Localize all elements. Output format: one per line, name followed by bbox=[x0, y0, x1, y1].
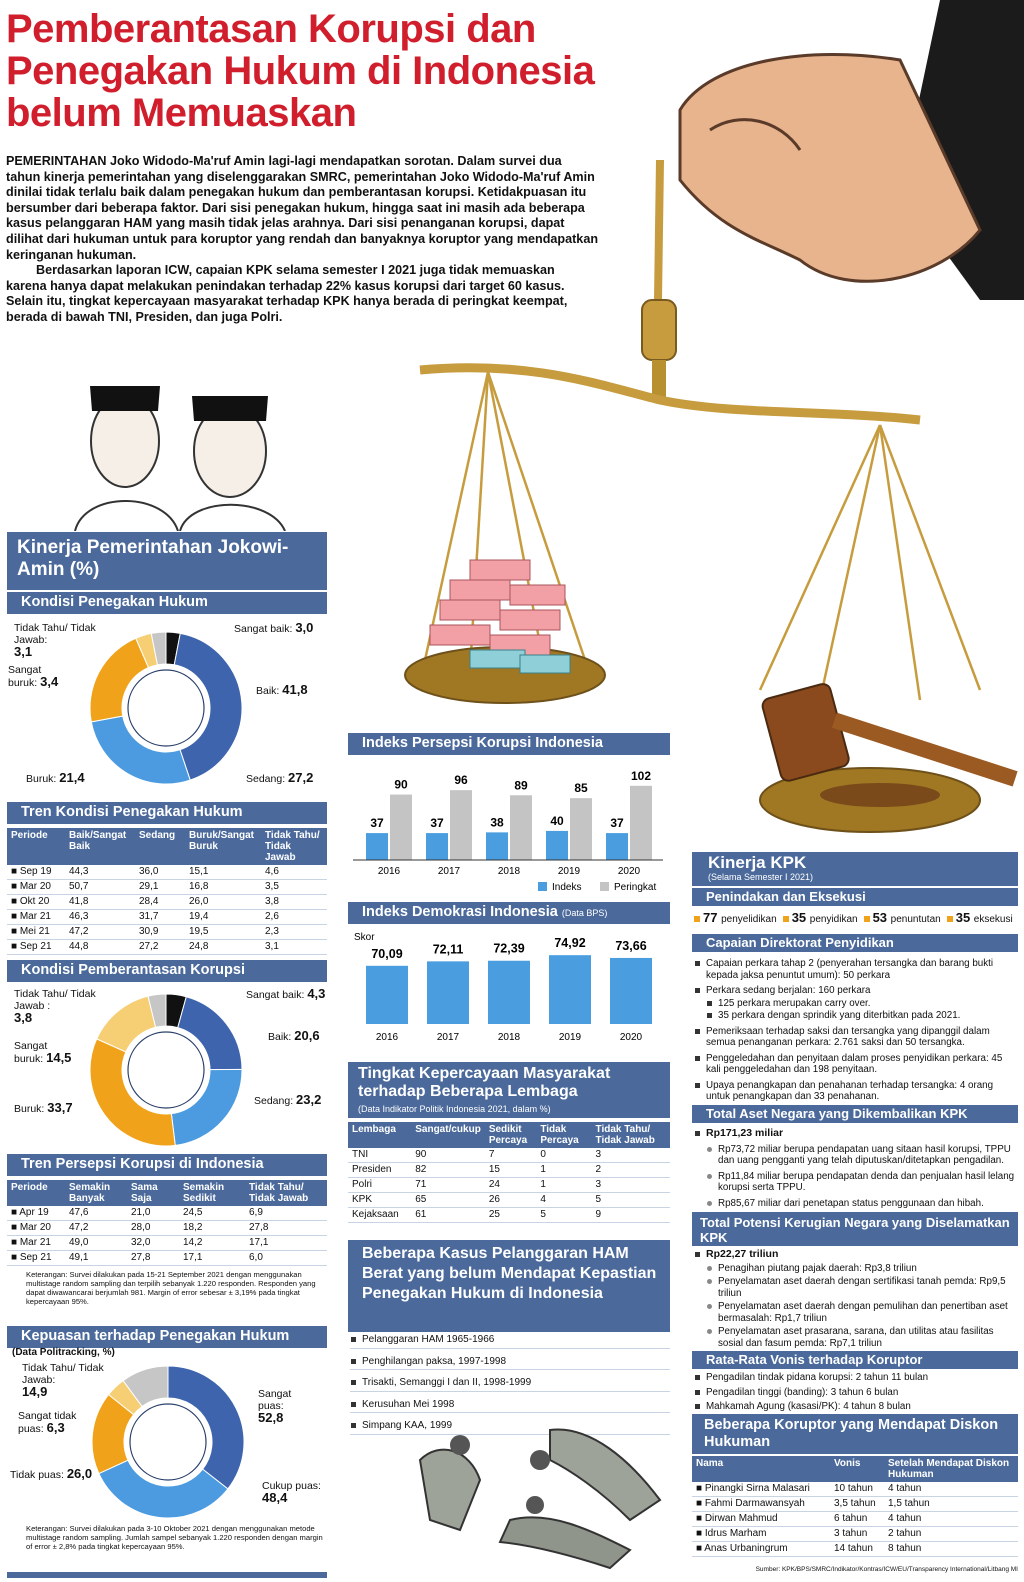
section-tren-korupsi: Tren Persepsi Korupsi di Indonesia bbox=[7, 1154, 327, 1176]
table-cell: 31,7 bbox=[135, 910, 185, 925]
table-cell: 24,8 bbox=[185, 940, 261, 955]
penindakan-label: eksekusi bbox=[973, 914, 1013, 925]
ipk-bar-indeks bbox=[366, 833, 388, 860]
table-header-cell: Sedang bbox=[135, 828, 185, 865]
intro-paragraph-1: PEMERINTAHAN Joko Widodo-Ma'ruf Amin lagi-lagi mendapatkan sorotan. Dalam survei dua tahun kinerja pemerintahan yang diselenggarakan SMRC, pemerintahan Joko Widodo-Ma'ruf Amin dinilai tidak terlalu baik dalam penegakan hukum dan pemberantasan korupsi. Ketidakpuasan itu bersumber dari beberapa faktor. Dari sisi penegakan hukum, hingga saat ini masih ada beberapa kasus pelanggaran HAM yang masih tidak jelas arahnya. Dari sisi penanganan korupsi, dapat dilihat dari hukuman untuk para koruptor yang rendah dan banyaknya koruptor yang mendapatkan keringanan hukuman. bbox=[6, 154, 599, 262]
table-cell: Presiden bbox=[348, 1163, 411, 1178]
table-cell: 3,5 bbox=[261, 880, 327, 895]
potensi-total: Rp22,27 triliun bbox=[694, 1249, 1016, 1261]
capaian-item: Capaian perkara tahap 2 (penyerahan tersangka dan barang bukti kepada jaksa penuntut umum): 50 perkara bbox=[694, 958, 1016, 981]
label-sangat-buruk: Sangat buruk: 3,4 bbox=[8, 664, 59, 689]
table-cell: ■ Apr 19 bbox=[7, 1206, 65, 1221]
table-cell: 3,5 tahun bbox=[830, 1497, 884, 1512]
label-baik: Baik: 20,6 bbox=[268, 1028, 320, 1043]
vonis-item: Pengadilan tindak pidana korupsi: 2 tahun 11 bulan bbox=[694, 1372, 1016, 1384]
ipk-bar-indeks bbox=[546, 831, 568, 860]
potensi-item: Penyelamatan aset daerah dengan pemulihan dan penertiban aset bermasalah: Rp1,7 triliun bbox=[706, 1301, 1016, 1324]
idi-value-label: 73,66 bbox=[615, 938, 647, 953]
table-cell: 0 bbox=[536, 1148, 591, 1163]
table-cell: 8 tahun bbox=[884, 1542, 1018, 1557]
capaian-subitem: 125 perkara merupakan carry over. bbox=[706, 998, 1016, 1010]
table-cell: 28,0 bbox=[127, 1221, 179, 1236]
table-tren-korupsi bbox=[7, 1180, 327, 1266]
label-buruk: Buruk: 21,4 bbox=[26, 770, 85, 785]
table-header-cell: Semakin Banyak bbox=[65, 1180, 127, 1206]
donut-kepuasan bbox=[0, 1362, 330, 1522]
aset-item: Rp85,67 miliar dari penetapan status penggunaan dan hibah. bbox=[706, 1198, 1016, 1210]
table-cell: 36,0 bbox=[135, 865, 185, 880]
section-diskon: Beberapa Koruptor yang Mendapat Diskon Hukuman bbox=[692, 1414, 1018, 1454]
table-row bbox=[7, 1236, 327, 1251]
table-cell: 2 tahun bbox=[884, 1527, 1018, 1542]
table-cell: ■ Mei 21 bbox=[7, 925, 65, 940]
idi-source: (Data BPS) bbox=[561, 908, 608, 918]
kepuasan-subtitle: (Data Politracking, %) bbox=[12, 1347, 115, 1358]
ipk-year-label: 2017 bbox=[437, 866, 461, 877]
table-cell: 2,3 bbox=[261, 925, 327, 940]
table-header-cell: Sama Saja bbox=[127, 1180, 179, 1206]
table-cell: 5 bbox=[592, 1193, 670, 1208]
page-title: Pemberantasan Korupsi dan Penegakan Hukum di Indonesia belum Memuaskan bbox=[6, 7, 595, 135]
table-cell: 46,3 bbox=[65, 910, 135, 925]
table-cell: 61 bbox=[411, 1208, 485, 1223]
capaian-item: Penggeledahan dan penyitaan dalam proses penyidikan perkara: 45 kali penggeledahan dan 198 penyitaan. bbox=[694, 1053, 1016, 1076]
table-cell: 6 tahun bbox=[830, 1512, 884, 1527]
ipk-year-label: 2016 bbox=[377, 866, 401, 877]
ham-case-item: Trisakti, Semanggi I dan II, 1998-1999 bbox=[350, 1377, 670, 1392]
label-sangat-baik: Sangat baik: 4,3 bbox=[246, 986, 326, 1001]
capaian-item: Perkara sedang berjalan: 160 perkara bbox=[694, 985, 1016, 997]
table-cell: 3 tahun bbox=[830, 1527, 884, 1542]
table-row bbox=[692, 1497, 1018, 1512]
table-cell: 3,8 bbox=[261, 895, 327, 910]
table-row bbox=[692, 1527, 1018, 1542]
donut-slice-baik bbox=[174, 633, 242, 780]
table-cell: Polri bbox=[348, 1178, 411, 1193]
table-cell: 1 bbox=[536, 1163, 591, 1178]
table-cell: 9 bbox=[592, 1208, 670, 1223]
ipk-bar-indeks bbox=[486, 832, 508, 860]
ipk-value-label: 37 bbox=[430, 816, 444, 831]
penindakan-count: 77 bbox=[703, 910, 722, 925]
table-cell: 47,2 bbox=[65, 925, 135, 940]
idi-year-label: 2017 bbox=[436, 1032, 460, 1043]
table-cell: ■ Mar 20 bbox=[7, 880, 65, 895]
donut-slice-baik bbox=[178, 997, 242, 1070]
penindakan-item bbox=[783, 910, 858, 925]
section-ipk: Indeks Persepsi Korupsi Indonesia bbox=[348, 733, 670, 755]
donut-penegakan bbox=[0, 616, 330, 800]
table-cell: 28,4 bbox=[135, 895, 185, 910]
label-sangat-buruk: Sangat buruk: 14,5 bbox=[14, 1040, 72, 1065]
table-cell: 27,2 bbox=[135, 940, 185, 955]
table-row bbox=[692, 1512, 1018, 1527]
table-cell: ■ Sep 21 bbox=[7, 1251, 65, 1266]
ipk-value-label: 38 bbox=[490, 815, 504, 830]
ham-case-item: Pelanggaran HAM 1965-1966 bbox=[350, 1334, 670, 1349]
table-kepercayaan bbox=[348, 1122, 670, 1223]
table-header-cell: Tidak Tahu/ Tidak Jawab bbox=[245, 1180, 327, 1206]
idi-value-label: 72,11 bbox=[432, 942, 464, 957]
note-survei-politracking: Keterangan: Survei dilakukan pada 3-10 Oktober 2021 dengan menggunakan metode multistage random sampling. Jumlah sampel sebanyak 1.220 responden dengan margin of error ± 2,8% pada tingkat kepercayaan 95%. bbox=[26, 1524, 323, 1551]
table-cell: 10 tahun bbox=[830, 1482, 884, 1497]
donut-slice-buruk bbox=[90, 1039, 175, 1146]
table-cell: 50,7 bbox=[65, 880, 135, 895]
ipk-bar-indeks bbox=[606, 833, 628, 860]
table-cell: 6,9 bbox=[245, 1206, 327, 1221]
legend-peringkat-swatch bbox=[600, 882, 609, 891]
section-kepercayaan bbox=[348, 1062, 670, 1118]
table-cell: 29,1 bbox=[135, 880, 185, 895]
table-cell: 17,1 bbox=[179, 1251, 245, 1266]
label-sedang: Sedang: 27,2 bbox=[246, 770, 314, 785]
ipk-value-label: 96 bbox=[454, 773, 468, 788]
table-row bbox=[7, 880, 327, 895]
idi-year-label: 2019 bbox=[558, 1032, 582, 1043]
aset-total: Rp171,23 miliar bbox=[694, 1128, 1016, 1140]
penindakan-label: penyidikan bbox=[809, 914, 858, 925]
table-cell: ■ Dirwan Mahmud bbox=[692, 1512, 830, 1527]
list-potensi bbox=[694, 1249, 1016, 1351]
aset-item: Rp11,84 miliar berupa pendapatan denda dan penjualan hasil lelang korupsi serta TPPU. bbox=[706, 1171, 1016, 1194]
vonis-item: Pengadilan tinggi (banding): 3 tahun 6 bulan bbox=[694, 1387, 1016, 1399]
justice-scale-illustration bbox=[380, 0, 1024, 850]
idi-value-label: 74,92 bbox=[554, 936, 586, 951]
table-cell: 5 bbox=[536, 1208, 591, 1223]
table-cell: 26,0 bbox=[185, 895, 261, 910]
table-cell: 44,3 bbox=[65, 865, 135, 880]
label-sangat-puas: Sangat puas: 52,8 bbox=[258, 1388, 292, 1425]
label-buruk: Buruk: 33,7 bbox=[14, 1100, 73, 1115]
table-cell: 24 bbox=[485, 1178, 537, 1193]
section-penindakan: Penindakan dan Eksekusi bbox=[692, 888, 1018, 906]
legend-peringkat: Peringkat bbox=[614, 882, 657, 893]
table-cell: 2 bbox=[592, 1163, 670, 1178]
kepercayaan-title: Tingkat Kepercayaan Masyarakat terhadap Beberapa Lembaga bbox=[358, 1065, 611, 1100]
table-cell: Kejaksaan bbox=[348, 1208, 411, 1223]
table-cell: 26 bbox=[485, 1193, 537, 1208]
table-cell: ■ Fahmi Darmawansyah bbox=[692, 1497, 830, 1512]
table-row bbox=[692, 1542, 1018, 1557]
table-cell: 49,0 bbox=[65, 1236, 127, 1251]
section-aset: Total Aset Negara yang Dikembalikan KPK bbox=[692, 1105, 1018, 1123]
potensi-item: Penyelamatan aset daerah dengan sertifikasi tanah pemda: Rp9,5 triliun bbox=[706, 1276, 1016, 1299]
chart-idi bbox=[348, 926, 670, 1048]
penindakan-label: penuntutan bbox=[890, 914, 941, 925]
table-cell: 6,0 bbox=[245, 1251, 327, 1266]
table-row bbox=[692, 1482, 1018, 1497]
table-cell: 24,5 bbox=[179, 1206, 245, 1221]
table-row bbox=[7, 895, 327, 910]
table-cell: 4 bbox=[536, 1193, 591, 1208]
table-cell: 41,8 bbox=[65, 895, 135, 910]
table-tren-penegakan bbox=[7, 828, 327, 955]
table-row bbox=[7, 865, 327, 880]
legend-indeks: Indeks bbox=[552, 882, 582, 893]
penindakan-marker bbox=[947, 916, 953, 922]
table-cell: 49,1 bbox=[65, 1251, 127, 1266]
aset-item: Rp73,72 miliar berupa pendapatan uang sitaan hasil korupsi, TPPU dan uang pengganti yang telah diputuskan/ditetapkan pengadilan. bbox=[706, 1144, 1016, 1167]
potensi-item: Penagihan piutang pajak daerah: Rp3,8 triliun bbox=[706, 1263, 1016, 1275]
table-row bbox=[7, 925, 327, 940]
ipk-value-label: 89 bbox=[514, 778, 528, 793]
table-cell: 14,2 bbox=[179, 1236, 245, 1251]
section-kondisi-penegakan: Kondisi Penegakan Hukum bbox=[7, 592, 327, 614]
table-header-cell: Nama bbox=[692, 1456, 830, 1482]
table-cell: 4,6 bbox=[261, 865, 327, 880]
donut-slice-sangat-puas bbox=[168, 1366, 244, 1489]
donut-korupsi bbox=[0, 984, 330, 1150]
note-survei-smrc: Keterangan: Survei dilakukan pada 15-21 September 2021 dengan menggunakan multistage random sampling dan terpilih sebanyak 1.220 responden. Responden yang dapat diwawancarai berjumlah 981. Margin of error sebesar ± 3,19% pada tingkat kepercayaan 95%. bbox=[26, 1270, 316, 1306]
donut-slice-sedang bbox=[171, 1069, 242, 1145]
list-aset bbox=[694, 1128, 1016, 1213]
ipk-value-label: 85 bbox=[574, 781, 588, 796]
ipk-value-label: 90 bbox=[394, 777, 408, 792]
table-row bbox=[348, 1208, 670, 1223]
label-tidak-tahu: Tidak Tahu/ Tidak Jawab: 3,1 bbox=[14, 622, 96, 659]
table-header-cell: Sangat/cukup bbox=[411, 1122, 485, 1148]
idi-bar bbox=[610, 958, 652, 1024]
penindakan-count: 35 bbox=[791, 910, 810, 925]
table-cell: 30,9 bbox=[135, 925, 185, 940]
ham-case-item: Penghilangan paksa, 1997-1998 bbox=[350, 1356, 670, 1371]
table-cell: 21,0 bbox=[127, 1206, 179, 1221]
label-tidak-tahu: Tidak Tahu/ Tidak Jawab : 3,8 bbox=[14, 988, 96, 1025]
table-header-cell: Tidak Tahu/ Tidak Jawab bbox=[592, 1122, 670, 1148]
ipk-value-label: 40 bbox=[550, 813, 564, 828]
table-cell: 19,5 bbox=[185, 925, 261, 940]
ipk-value-label: 102 bbox=[630, 768, 652, 783]
table-cell: ■ Mar 20 bbox=[7, 1221, 65, 1236]
leaders-portrait-illustration bbox=[60, 356, 320, 531]
table-cell: 47,2 bbox=[65, 1221, 127, 1236]
penindakan-item bbox=[864, 910, 941, 925]
section-vonis: Rata-Rata Vonis terhadap Koruptor bbox=[692, 1351, 1018, 1369]
ipk-bar-indeks bbox=[426, 833, 448, 860]
table-header-row bbox=[7, 1180, 327, 1206]
section-kinerja-kpk bbox=[692, 852, 1018, 886]
idi-axis-label: Skor bbox=[354, 932, 375, 943]
ham-case-item: Kerusuhan Mei 1998 bbox=[350, 1399, 670, 1414]
table-header-cell: Buruk/Sangat Buruk bbox=[185, 828, 261, 865]
table-header-row bbox=[7, 828, 327, 865]
penindakan-count: 35 bbox=[955, 910, 974, 925]
penindakan-marker bbox=[783, 916, 789, 922]
table-row bbox=[7, 1221, 327, 1236]
capaian-item: Pemeriksaan terhadap saksi dan tersangka yang dipanggil dalam semua penanganan perkara: 2.761 saksi dan 50 tersangka. bbox=[694, 1026, 1016, 1049]
idi-bar bbox=[488, 961, 530, 1024]
table-header-cell: Sedikit Percaya bbox=[485, 1122, 537, 1148]
table-row bbox=[7, 910, 327, 925]
ipk-bar-peringkat bbox=[390, 795, 412, 860]
legend-indeks-swatch bbox=[538, 882, 547, 891]
intro-paragraph-2: Berdasarkan laporan ICW, capaian KPK selama semester I 2021 juga tidak memuaskan karena hanya dapat melakukan penindakan terhadap 22% kasus korupsi dari target 60 kasus. Selain itu, tingkat kepercayaan masyarakat terhadap KPK hanya berada di peringkat keempat, berada di bawah TNI, Presiden, dan juga Polri. bbox=[6, 263, 568, 324]
table-cell: ■ Pinangki Sirna Malasari bbox=[692, 1482, 830, 1497]
table-cell: ■ Anas Urbaningrum bbox=[692, 1542, 830, 1557]
table-diskon bbox=[692, 1456, 1018, 1557]
table-cell: 4 tahun bbox=[884, 1482, 1018, 1497]
section-kepuasan: Kepuasan terhadap Penegakan Hukum bbox=[7, 1326, 327, 1348]
idi-bar bbox=[427, 961, 469, 1024]
table-cell: 44,8 bbox=[65, 940, 135, 955]
table-header-cell: Tidak Percaya bbox=[536, 1122, 591, 1148]
idi-year-label: 2020 bbox=[619, 1032, 643, 1043]
ipk-bar-peringkat bbox=[510, 795, 532, 860]
list-vonis bbox=[694, 1372, 1016, 1416]
label-baik: Baik: 41,8 bbox=[256, 682, 308, 697]
label-sangat-tidak-puas: Sangat tidak puas: 6,3 bbox=[18, 1410, 77, 1435]
ipk-value-label: 37 bbox=[370, 816, 384, 831]
table-cell: 2,6 bbox=[261, 910, 327, 925]
footer-bar bbox=[7, 1572, 327, 1578]
table-cell: 82 bbox=[411, 1163, 485, 1178]
ipk-year-label: 2020 bbox=[617, 866, 641, 877]
penindakan-count: 53 bbox=[872, 910, 891, 925]
table-cell: 25 bbox=[485, 1208, 537, 1223]
section-tren-penegakan: Tren Kondisi Penegakan Hukum bbox=[7, 802, 327, 824]
table-cell: KPK bbox=[348, 1193, 411, 1208]
table-cell: 27,8 bbox=[245, 1221, 327, 1236]
ipk-value-label: 37 bbox=[610, 816, 624, 831]
ham-case-item: Simpang KAA, 1999 bbox=[350, 1420, 670, 1435]
potensi-item: Penyelamatan aset prasarana, sarana, dan utilitas atau fasilitas sosial dan fasum pemda: Rp7,1 triliun bbox=[706, 1326, 1016, 1349]
table-cell: 47,6 bbox=[65, 1206, 127, 1221]
label-sedang: Sedang: 23,2 bbox=[254, 1092, 322, 1107]
capaian-subitem: 35 perkara dengan sprindik yang diterbitkan pada 2021. bbox=[706, 1010, 1016, 1022]
section-capaian: Capaian Direktorat Penyidikan bbox=[692, 934, 1018, 952]
table-row bbox=[348, 1193, 670, 1208]
table-cell: 71 bbox=[411, 1178, 485, 1193]
penindakan-marker bbox=[694, 916, 700, 922]
table-row bbox=[7, 1206, 327, 1221]
table-cell: 27,8 bbox=[127, 1251, 179, 1266]
table-row bbox=[7, 1251, 327, 1266]
penindakan-row bbox=[694, 910, 1020, 925]
kepercayaan-subtitle: (Data Indikator Politik Indonesia 2021, dalam %) bbox=[358, 1104, 551, 1114]
table-cell: 1 bbox=[536, 1178, 591, 1193]
table-cell: 3 bbox=[592, 1148, 670, 1163]
table-cell: 17,1 bbox=[245, 1236, 327, 1251]
kpk-subtitle: (Selama Semester I 2021) bbox=[708, 872, 814, 882]
idi-year-label: 2018 bbox=[497, 1032, 521, 1043]
table-header-cell: Lembaga bbox=[348, 1122, 411, 1148]
table-header-cell: Vonis bbox=[830, 1456, 884, 1482]
table-cell: 16,8 bbox=[185, 880, 261, 895]
table-row bbox=[348, 1178, 670, 1193]
table-header-row bbox=[348, 1122, 670, 1148]
table-header-cell: Setelah Mendapat Diskon Hukuman bbox=[884, 1456, 1018, 1482]
idi-value-label: 72,39 bbox=[493, 941, 525, 956]
table-cell: 7 bbox=[485, 1148, 537, 1163]
table-cell: 4 tahun bbox=[884, 1512, 1018, 1527]
source-note: Sumber: KPK/BPS/SMRC/Indikator/Kontras/ICW/EU/Transparency International/Litbang MI bbox=[755, 1566, 1018, 1573]
section-kondisi-korupsi: Kondisi Pemberantasan Korupsi bbox=[7, 960, 327, 982]
ipk-year-label: 2018 bbox=[497, 866, 521, 877]
label-tidak-puas: Tidak puas: 26,0 bbox=[10, 1466, 93, 1481]
vonis-item: Mahkamah Agung (kasasi/PK): 4 tahun 8 bulan bbox=[694, 1401, 1016, 1413]
label-tidak-tahu: Tidak Tahu/ Tidak Jawab: 14,9 bbox=[22, 1362, 104, 1399]
ipk-bar-peringkat bbox=[630, 786, 652, 860]
table-row bbox=[348, 1163, 670, 1178]
idi-title: Indeks Demokrasi Indonesia bbox=[362, 904, 558, 920]
table-header-row bbox=[692, 1456, 1018, 1482]
label-sangat-baik: Sangat baik: 3,0 bbox=[234, 620, 314, 635]
section-ham: Beberapa Kasus Pelanggaran HAM Berat yang belum Mendapat Kepastian Penegakan Hukum di Indonesia bbox=[348, 1240, 670, 1332]
table-cell: 1,5 tahun bbox=[884, 1497, 1018, 1512]
section-potensi: Total Potensi Kerugian Negara yang Diselamatkan KPK bbox=[692, 1212, 1018, 1246]
table-cell: ■ Sep 19 bbox=[7, 865, 65, 880]
table-cell: 3,1 bbox=[261, 940, 327, 955]
label-cukup-puas: Cukup puas: 48,4 bbox=[262, 1480, 321, 1505]
table-cell: 15 bbox=[485, 1163, 537, 1178]
list-capaian bbox=[694, 958, 1016, 1107]
table-cell: 18,2 bbox=[179, 1221, 245, 1236]
idi-bar bbox=[549, 955, 591, 1024]
table-cell: TNI bbox=[348, 1148, 411, 1163]
table-cell: ■ Okt 20 bbox=[7, 895, 65, 910]
penindakan-item bbox=[947, 910, 1013, 925]
penindakan-label: penyelidikan bbox=[721, 914, 777, 925]
table-cell: 3 bbox=[592, 1178, 670, 1193]
chart-ipk bbox=[348, 756, 670, 898]
ipk-year-label: 2019 bbox=[557, 866, 581, 877]
kpk-title: Kinerja KPK bbox=[708, 853, 807, 872]
section-idi bbox=[348, 902, 670, 924]
table-cell: 32,0 bbox=[127, 1236, 179, 1251]
idi-value-label: 70,09 bbox=[371, 946, 403, 961]
table-row bbox=[348, 1148, 670, 1163]
table-header-cell: Tidak Tahu/ Tidak Jawab bbox=[261, 828, 327, 865]
donut-inner-ring bbox=[128, 670, 204, 746]
table-header-cell: Periode bbox=[7, 1180, 65, 1206]
table-cell: 65 bbox=[411, 1193, 485, 1208]
table-row bbox=[7, 940, 327, 955]
table-cell: 90 bbox=[411, 1148, 485, 1163]
section-header-kinerja: Kinerja Pemerintahan Jokowi-Amin (%) bbox=[7, 532, 327, 590]
table-cell: 19,4 bbox=[185, 910, 261, 925]
donut-inner-ring bbox=[128, 1032, 204, 1108]
table-cell: ■ Sep 21 bbox=[7, 940, 65, 955]
table-header-cell: Periode bbox=[7, 828, 65, 865]
penindakan-marker bbox=[864, 916, 870, 922]
table-cell: 14 tahun bbox=[830, 1542, 884, 1557]
table-cell: ■ Idrus Marham bbox=[692, 1527, 830, 1542]
donut-slice-sedang bbox=[91, 716, 190, 784]
table-cell: ■ Mar 21 bbox=[7, 910, 65, 925]
capaian-item: Upaya penangkapan dan penahanan terhadap tersangka: 4 orang untuk penangkapan dan 33 penahanan. bbox=[694, 1080, 1016, 1103]
donut-inner-ring bbox=[130, 1404, 206, 1480]
idi-bar bbox=[366, 966, 408, 1024]
table-header-cell: Semakin Sedikit bbox=[179, 1180, 245, 1206]
penindakan-item bbox=[694, 910, 777, 925]
table-cell: ■ Mar 21 bbox=[7, 1236, 65, 1251]
table-header-cell: Baik/Sangat Baik bbox=[65, 828, 135, 865]
ipk-bar-peringkat bbox=[450, 790, 472, 860]
idi-year-label: 2016 bbox=[375, 1032, 399, 1043]
table-cell: 15,1 bbox=[185, 865, 261, 880]
victims-illustration bbox=[400, 1420, 680, 1570]
ipk-bar-peringkat bbox=[570, 798, 592, 860]
